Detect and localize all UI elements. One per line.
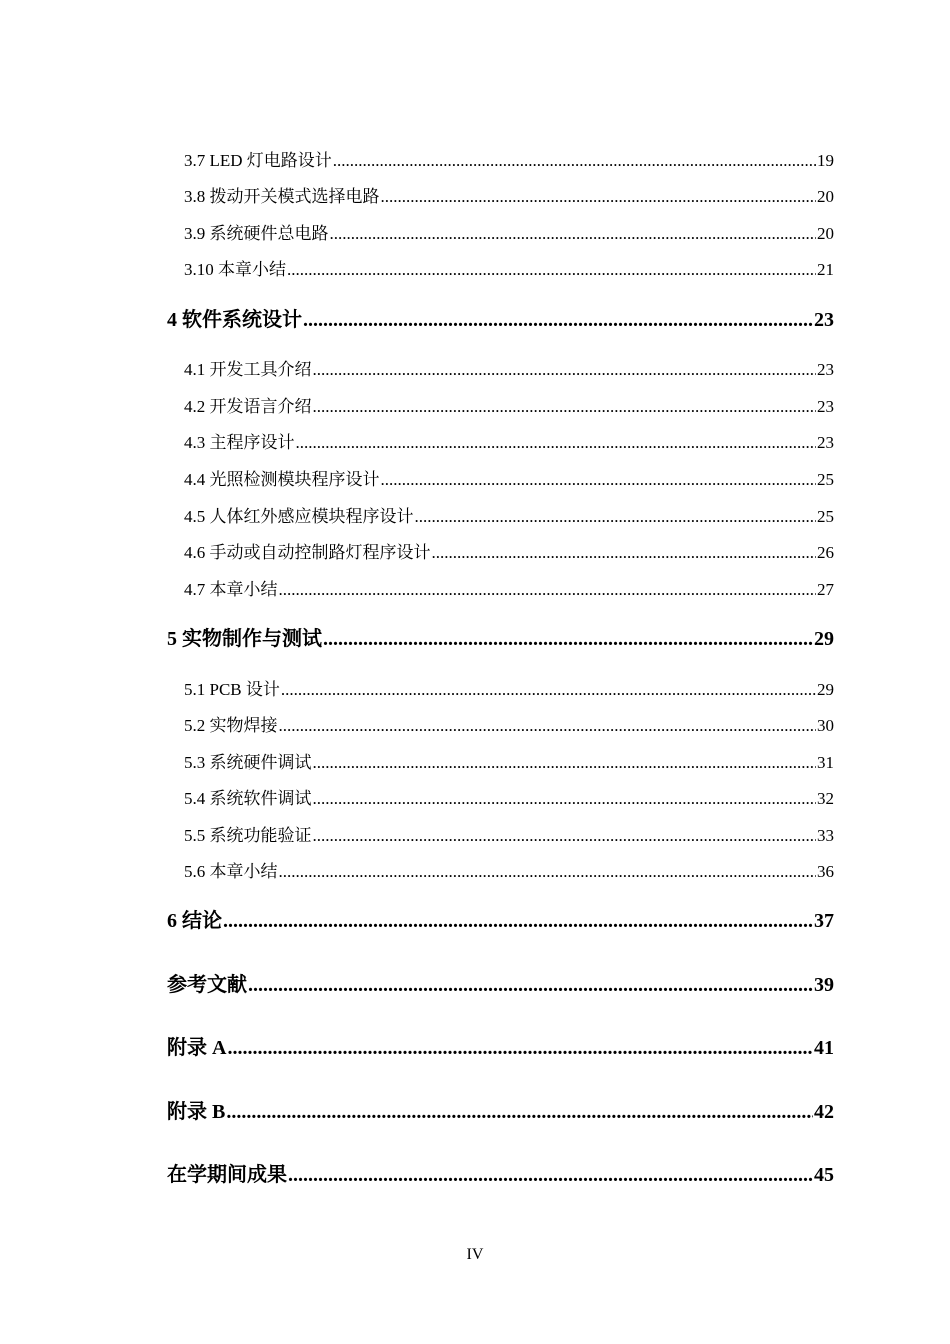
- toc-dot-leader: [223, 910, 813, 933]
- toc-entry-3-8[interactable]: [167, 182, 834, 207]
- toc-entry-label: 3.7 LED 灯电路设计: [184, 151, 332, 170]
- toc-entry-page: 21: [817, 260, 834, 279]
- toc-entry-5-5[interactable]: [167, 821, 834, 846]
- toc-entry-page: 25: [817, 507, 834, 526]
- toc-dot-leader: [432, 543, 817, 563]
- toc-entry-label: 3.9 系统硬件总电路: [184, 224, 329, 243]
- toc-entry-label: 4.1 开发工具介绍: [184, 360, 312, 379]
- toc-dot-leader: [227, 1037, 813, 1060]
- toc-entry-3-10[interactable]: [167, 255, 834, 280]
- toc-entry-label: 3.10 本章小结: [184, 260, 286, 279]
- toc-entry-page: 23: [817, 433, 834, 452]
- toc-entry-label: 4.7 本章小结: [184, 580, 278, 599]
- toc-entry-label: 5.1 PCB 设计: [184, 680, 280, 699]
- toc-chapter-6[interactable]: [167, 904, 834, 933]
- toc-achievements[interactable]: [167, 1158, 834, 1187]
- toc-entry-5-1[interactable]: [167, 675, 834, 700]
- toc-chapter-page: 45: [814, 1164, 834, 1186]
- toc-entry-label: 5.6 本章小结: [184, 862, 278, 881]
- toc-chapter-label: 附录 B: [167, 1101, 226, 1123]
- toc-chapter-page: 29: [814, 628, 834, 650]
- toc-entry-4-6[interactable]: [167, 538, 834, 563]
- toc-entry-label: 4.4 光照检测模块程序设计: [184, 470, 380, 489]
- toc-dot-leader: [281, 680, 816, 700]
- toc-entry-label: 5.2 实物焊接: [184, 716, 278, 735]
- toc-dot-leader: [287, 260, 816, 280]
- toc-dot-leader: [288, 1164, 813, 1187]
- toc-chapter-label: 在学期间成果: [167, 1164, 287, 1186]
- toc-chapter-label: 6 结论: [167, 910, 222, 932]
- toc-dot-leader: [381, 187, 817, 207]
- page-number: IV: [466, 1246, 484, 1263]
- toc-entry-4-3[interactable]: [167, 428, 834, 453]
- toc-dot-leader: [313, 789, 817, 809]
- toc-appendix-a[interactable]: [167, 1031, 834, 1060]
- toc-chapter-label: 4 软件系统设计: [167, 309, 302, 331]
- toc-chapter-page: 23: [814, 309, 834, 331]
- toc-dot-leader: [333, 151, 816, 171]
- toc-entry-page: 33: [817, 826, 834, 845]
- toc-entry-4-4[interactable]: [167, 465, 834, 490]
- toc-dot-leader: [313, 397, 817, 417]
- toc-appendix-b[interactable]: [167, 1095, 834, 1124]
- toc-entry-page: 19: [817, 151, 834, 170]
- toc-dot-leader: [323, 628, 813, 651]
- toc-dot-leader: [279, 862, 817, 882]
- toc-dot-leader: [381, 470, 817, 490]
- toc-chapter-page: 41: [814, 1037, 834, 1059]
- toc-references[interactable]: [167, 968, 834, 997]
- toc-entry-label: 4.5 人体红外感应模块程序设计: [184, 507, 414, 526]
- toc-dot-leader: [303, 309, 813, 332]
- toc-entry-label: 4.3 主程序设计: [184, 433, 295, 452]
- toc-chapter-page: 39: [814, 974, 834, 996]
- toc-entry-page: 25: [817, 470, 834, 489]
- toc-entry-4-5[interactable]: [167, 502, 834, 527]
- toc-entry-4-2[interactable]: [167, 392, 834, 417]
- toc-dot-leader: [279, 716, 817, 736]
- toc-entry-page: 32: [817, 789, 834, 808]
- toc-chapter-4[interactable]: [167, 303, 834, 332]
- toc-chapter-label: 附录 A: [167, 1037, 227, 1059]
- toc-entry-page: 29: [817, 680, 834, 699]
- toc-entry-3-7[interactable]: [167, 146, 834, 171]
- toc-dot-leader: [330, 224, 817, 244]
- toc-entry-page: 23: [817, 397, 834, 416]
- toc-dot-leader: [313, 360, 817, 380]
- toc-chapter-label: 参考文献: [167, 974, 247, 996]
- toc-entry-page: 26: [817, 543, 834, 562]
- toc-entry-5-4[interactable]: [167, 784, 834, 809]
- toc-dot-leader: [296, 433, 817, 453]
- toc-entry-label: 4.2 开发语言介绍: [184, 397, 312, 416]
- toc-dot-leader: [313, 753, 817, 773]
- toc-dot-leader: [313, 826, 817, 846]
- toc-entry-5-3[interactable]: [167, 748, 834, 773]
- toc-entry-4-1[interactable]: [167, 355, 834, 380]
- toc-entry-label: 4.6 手动或自动控制路灯程序设计: [184, 543, 431, 562]
- toc-entry-label: 5.5 系统功能验证: [184, 826, 312, 845]
- toc-entry-label: 3.8 拨动开关模式选择电路: [184, 187, 380, 206]
- toc-entry-page: 36: [817, 862, 834, 881]
- toc-chapter-page: 37: [814, 910, 834, 932]
- toc-entry-5-6[interactable]: [167, 857, 834, 882]
- toc-entry-label: 5.3 系统硬件调试: [184, 753, 312, 772]
- toc-chapter-5[interactable]: [167, 622, 834, 651]
- toc-dot-leader: [279, 580, 817, 600]
- toc-entry-4-7[interactable]: [167, 575, 834, 600]
- toc-entry-page: 20: [817, 187, 834, 206]
- toc-dot-leader: [248, 974, 813, 997]
- toc-entry-page: 27: [817, 580, 834, 599]
- toc-entry-page: 30: [817, 716, 834, 735]
- toc-entry-page: 20: [817, 224, 834, 243]
- toc-dot-leader: [415, 507, 817, 527]
- toc-chapter-label: 5 实物制作与测试: [167, 628, 322, 650]
- toc-entry-5-2[interactable]: [167, 711, 834, 736]
- toc-entry-page: 23: [817, 360, 834, 379]
- toc-dot-leader: [226, 1101, 813, 1124]
- toc-entry-3-9[interactable]: [167, 219, 834, 244]
- toc-entry-label: 5.4 系统软件调试: [184, 789, 312, 808]
- toc-entry-page: 31: [817, 753, 834, 772]
- toc-chapter-page: 42: [814, 1101, 834, 1123]
